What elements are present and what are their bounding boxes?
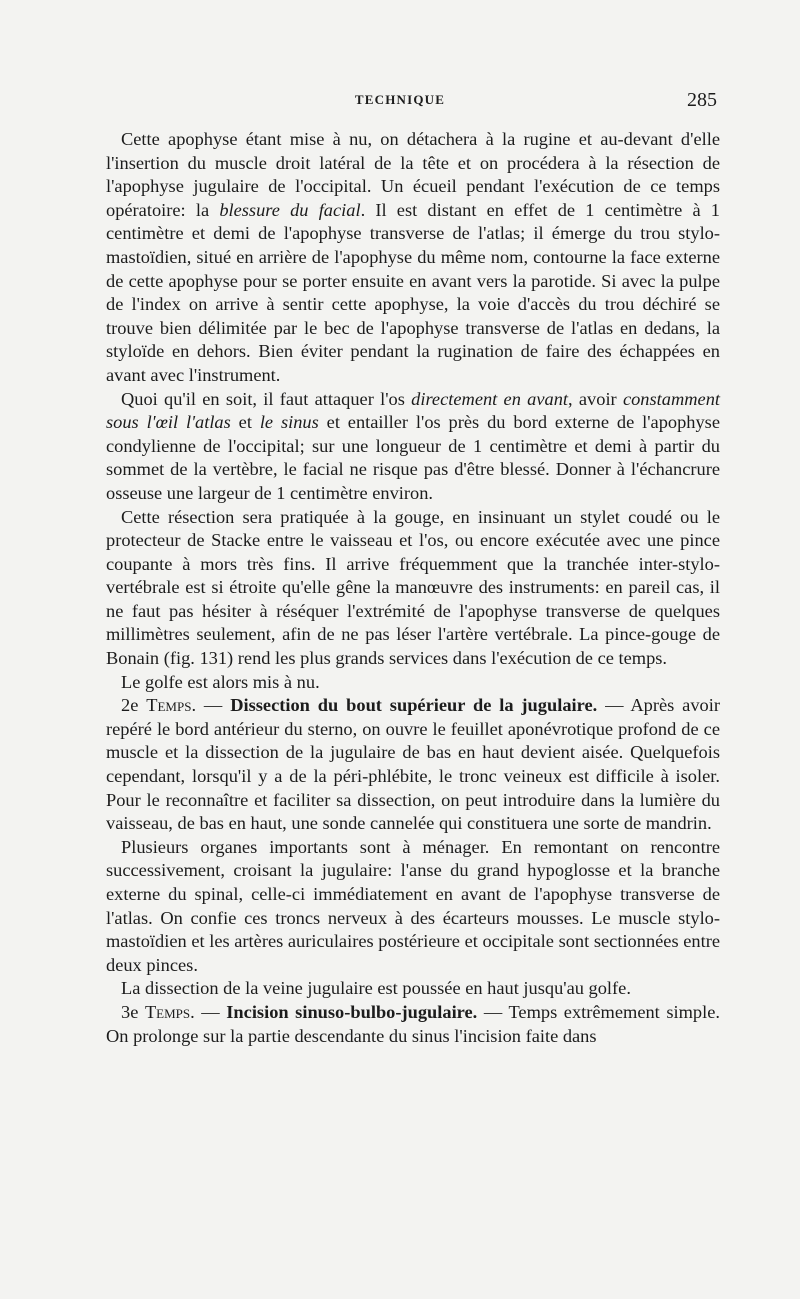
text-run: La dissection de la veine jugulaire est poussée en haut jusqu'au golfe.: [121, 978, 631, 999]
text-run: Cette apophyse étant mise à nu, on détachera à la rugine et au-devant d'elle l'insertion du muscle droit latéral de la tête et on procédera à la résection de l'apophyse jugulaire de l'occipital. Un écueil pendant l'exécution de ce temps opératoire: la: [106, 129, 720, 220]
text-run: et: [230, 412, 260, 433]
text-run: , avoir: [568, 388, 623, 409]
italic-run: le sinus: [259, 412, 319, 433]
text-run: Quoi qu'il en soit, il faut attaquer l'os: [121, 388, 412, 409]
text-run: 2e: [121, 695, 147, 716]
text-run: Le golfe est alors mis à nu.: [121, 671, 320, 692]
italic-run: constamment sous l'œil l'atlas: [106, 388, 720, 433]
step-label: Temps.: [146, 695, 197, 716]
paragraph: [106, 671, 720, 695]
text-run: 3e: [121, 1001, 145, 1022]
text-run: — Temps extrêmement simple. On prolonge sur la partie descendante du sinus l'incision faite dans: [106, 1001, 720, 1046]
text-run: —: [196, 695, 231, 716]
paragraph: [106, 388, 720, 506]
paragraph: [106, 694, 720, 836]
text-run: Cette résection sera pratiquée à la gouge, en insinuant un stylet coudé ou le protecteur de Stacke entre le vaisseau et l'os, ou encore exécutée avec une pince coupante à mors très fins. Il arrive fréquemment que la tranchée inter-stylo-vertébrale est si étroite qu'elle gêne la manœuvre des instruments: en pareil cas, il ne faut pas hésiter à réséquer l'extrémité de l'apophyse transverse de quelques millimètres seulement, afin de ne pas léser l'artère vertébrale. La pince-gouge de Bonain (fig. 131) rend les plus grands services dans l'exécution de ce temps.: [106, 506, 720, 669]
page-number: 285: [687, 89, 717, 111]
text-run: Plusieurs organes importants sont à ménager. En remontant on rencontre successivement, croisant la jugulaire: l'anse du grand hypoglosse et la branche externe du spinal, celle-ci immédiatement en avant de l'apophyse transverse de l'atlas. On confie ces troncs nerveux à des écarteurs mousses. Le muscle stylo-mastoïdien et les artères auriculaires postérieure et occipitale sont sectionnées entre deux pinces.: [106, 836, 720, 975]
body-text: [106, 128, 720, 1048]
text-run: —: [194, 1001, 227, 1022]
text-run: . Il est distant en effet de 1 centimètre à 1 centimètre et demi de l'apophyse transverse de l'atlas; il émerge du trou stylo-mastoïdien, situé en arrière de l'apophyse du même nom, contourne la face externe de cette apophyse pour se porter ensuite en avant vers la parotide. Si avec la pulpe de l'index on arrive à sentir cette apophyse, la voie d'accès du trou déchiré se trouve bien délimitée par le bec de l'apophyse transverse de l'atlas en dedans, la styloïde en dehors. Bien éviter pendant la rugination de faire des échappées en avant avec l'instrument.: [106, 199, 720, 385]
text-run: et entailler l'os près du bord externe de l'apophyse condylienne de l'occipital; sur une longueur de 1 centimètre et demi à partir du sommet de la vertèbre, le facial ne risque pas d'être blessé. Donner à l'échancrure osseuse une largeur de 1 centimètre environ.: [106, 412, 721, 503]
step-label: Temps.: [144, 1001, 195, 1022]
section-heading: Dissection du bout supérieur de la jugulaire.: [230, 695, 598, 716]
text-run: — Après avoir repéré le bord antérieur du sterno, on ouvre le feuillet aponévrotique profond de ce muscle et la dissection de la jugulaire de bas en haut devient aisée. Quelquefois cependant, lorsqu'il y a de la péri-phlébite, le tronc veineux est difficile à isoler. Pour le reconnaître et faciliter sa dissection, on peut introduire dans la lumière du vaisseau, de bas en haut, une sonde cannelée qui constituera une sorte de mandrin.: [106, 695, 720, 834]
running-title: TECHNIQUE: [354, 92, 446, 107]
paragraph: [106, 977, 720, 1001]
paragraph: [106, 128, 720, 388]
paragraph: [106, 506, 720, 671]
section-heading: Incision sinuso-bulbo-jugulaire.: [226, 1001, 478, 1022]
italic-run: directement en avant: [411, 388, 569, 409]
paragraph: [106, 1001, 720, 1048]
paragraph: [106, 836, 720, 978]
italic-run: blessure du facial: [219, 199, 361, 220]
page-header: [0, 89, 800, 116]
